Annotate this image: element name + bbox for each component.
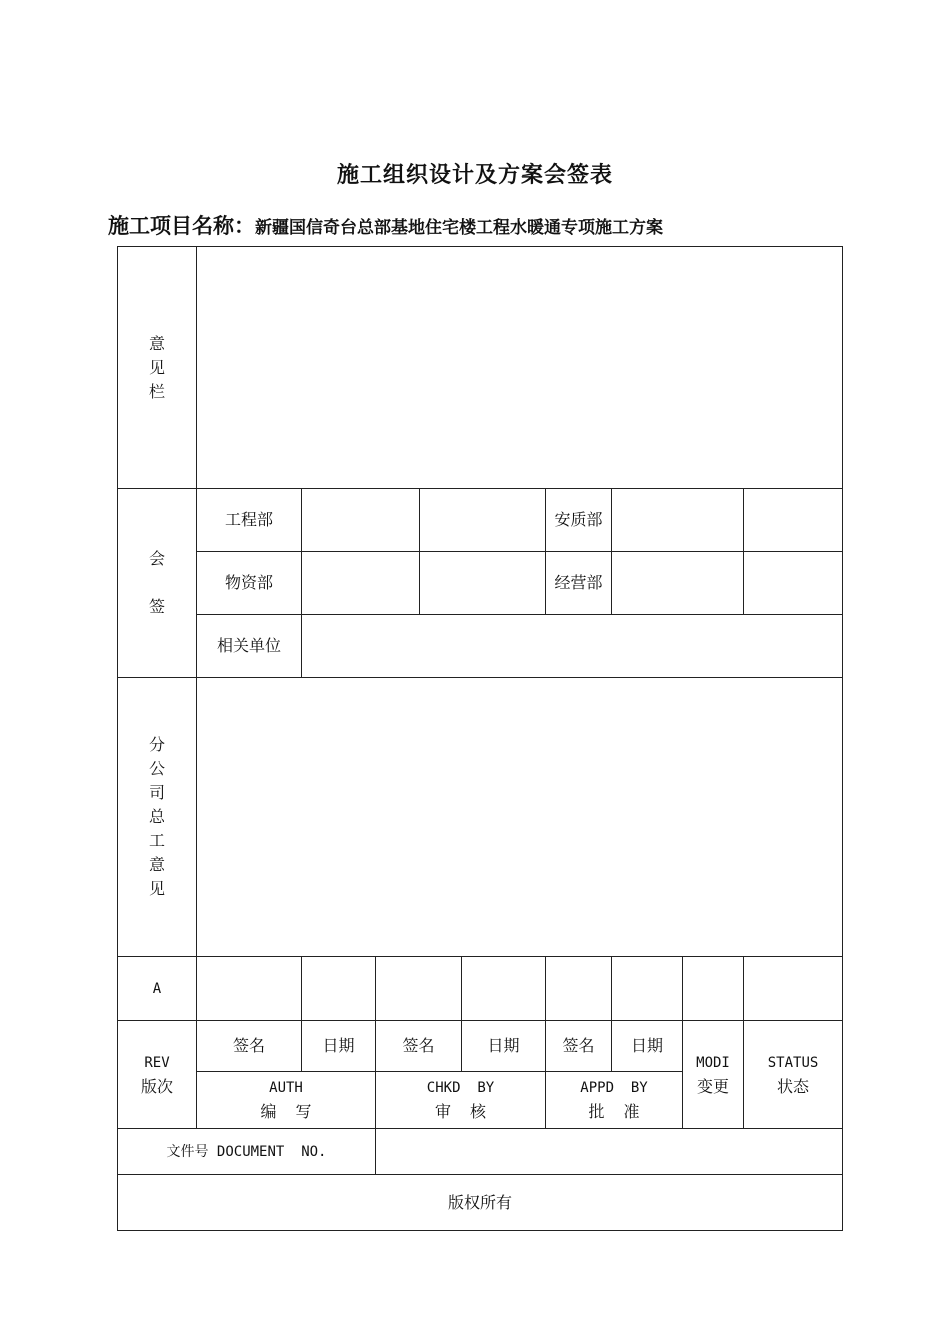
dept-safety-sign-cell[interactable] (612, 489, 744, 552)
page-title: 施工组织设计及方案会签表 (336, 162, 613, 188)
dept-safety-label: 安质部 (554, 510, 603, 529)
auth-label-en: AUTH (269, 1080, 303, 1096)
rev-header-row-1 (118, 1021, 843, 1072)
copyright-text: 版权所有 (448, 1192, 513, 1212)
branch-opinion-row (118, 678, 843, 957)
appd-sign-label: 签名 (562, 1036, 595, 1055)
countersign-label-cell (118, 489, 197, 678)
project-name-line (108, 210, 663, 240)
appd-label-cn: 批 准 (588, 1102, 640, 1121)
status-label-cn: 状态 (777, 1076, 810, 1096)
dept-materials-date-cell[interactable] (420, 552, 546, 615)
project-name-label: 施工项目名称： (108, 213, 255, 238)
rev-label-cn: 版次 (140, 1076, 173, 1096)
appd-date-header (612, 1021, 683, 1072)
rev-a-appd-sign[interactable] (546, 957, 612, 1021)
countersign-row-2 (118, 552, 843, 615)
dept-safety-cell (546, 489, 612, 552)
opinion-label: 意见栏 (148, 333, 165, 401)
project-name-value: 新疆国信奇台总部基地住宅楼工程水暖通专项施工方案 (255, 218, 663, 238)
copyright-row (118, 1175, 843, 1231)
branch-opinion-content-cell[interactable] (197, 678, 843, 957)
auth-date-label: 日期 (322, 1036, 355, 1055)
countersign-row-1 (118, 489, 843, 552)
document-no-label-cell (118, 1129, 376, 1175)
auth-date-header (302, 1021, 376, 1072)
opinion-label-cell (118, 247, 197, 489)
dept-engineering-sign-cell[interactable] (302, 489, 420, 552)
branch-opinion-label-cell (118, 678, 197, 957)
dept-business-date-cell[interactable] (744, 552, 843, 615)
document-no-label: 文件号 DOCUMENT NO. (166, 1144, 327, 1160)
auth-sign-header (197, 1021, 302, 1072)
dept-materials-cell (197, 552, 302, 615)
revision-a-label-cell (118, 957, 197, 1021)
signoff-table (117, 246, 843, 1231)
chkd-date-header (462, 1021, 546, 1072)
dept-engineering-cell (197, 489, 302, 552)
revision-a-label: A (152, 981, 162, 997)
auth-sign-label: 签名 (232, 1036, 265, 1055)
appd-date-label: 日期 (630, 1036, 663, 1055)
appd-sign-header (546, 1021, 612, 1072)
opinion-row (118, 247, 843, 489)
status-header (744, 1021, 843, 1129)
auth-label-cn: 编 写 (260, 1102, 312, 1121)
modi-label-cn: 变更 (696, 1076, 729, 1096)
dept-safety-date-cell[interactable] (744, 489, 843, 552)
auth-header (197, 1072, 376, 1129)
appd-label-en: APPD BY (580, 1080, 648, 1096)
related-unit-content-cell[interactable] (302, 615, 843, 678)
chkd-sign-header (376, 1021, 462, 1072)
document-no-value-cell[interactable] (376, 1129, 843, 1175)
rev-a-chkd-sign[interactable] (376, 957, 462, 1021)
countersign-row-3 (118, 615, 843, 678)
document-no-row (118, 1129, 843, 1175)
rev-a-status[interactable] (744, 957, 843, 1021)
rev-a-appd-date[interactable] (612, 957, 683, 1021)
chkd-label-en: CHKD BY (426, 1080, 495, 1096)
related-unit-label: 相关单位 (216, 636, 281, 655)
chkd-date-label: 日期 (487, 1036, 520, 1055)
appd-header (546, 1072, 683, 1129)
status-label-en: STATUS (767, 1054, 819, 1071)
rev-a-auth-date[interactable] (302, 957, 376, 1021)
copyright-cell (118, 1175, 843, 1231)
modi-label-en: MODI (696, 1054, 730, 1071)
branch-opinion-label: 分公司总工意见 (148, 735, 165, 898)
dept-business-cell (546, 552, 612, 615)
rev-label-en: REV (144, 1054, 170, 1071)
opinion-content-cell[interactable] (197, 247, 843, 489)
rev-a-auth-sign[interactable] (197, 957, 302, 1021)
modi-header (683, 1021, 744, 1129)
countersign-label: 会签 (148, 549, 165, 616)
dept-engineering-date-cell[interactable] (420, 489, 546, 552)
chkd-sign-label: 签名 (402, 1036, 435, 1055)
dept-materials-sign-cell[interactable] (302, 552, 420, 615)
dept-materials-label: 物资部 (224, 573, 273, 592)
rev-label-cell (118, 1021, 197, 1129)
related-unit-cell (197, 615, 302, 678)
revision-a-row (118, 957, 843, 1021)
chkd-header (376, 1072, 546, 1129)
chkd-label-cn: 审 核 (434, 1102, 487, 1121)
dept-engineering-label: 工程部 (224, 510, 273, 529)
rev-a-chkd-date[interactable] (462, 957, 546, 1021)
dept-business-sign-cell[interactable] (612, 552, 744, 615)
rev-a-modi[interactable] (683, 957, 744, 1021)
dept-business-label: 经营部 (554, 573, 603, 592)
